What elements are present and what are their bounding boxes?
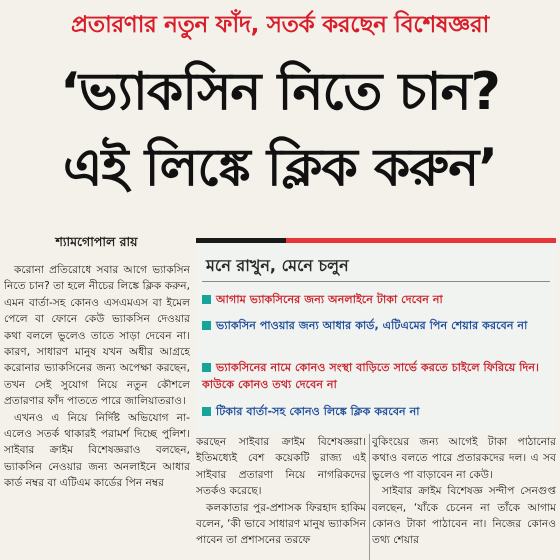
article-column-2 bbox=[196, 434, 366, 560]
kicker-headline: প্রতারণার নতুন ফাঁদ, সতর্ক করছেন বিশেষজ্ঞরা bbox=[70, 11, 490, 38]
tip-text: আগাম ভ্যাকসিনের জন্য অনলাইনে টাকা দেবেন না bbox=[216, 293, 443, 306]
headline-line-1: ‘ভ্যাকসিন নিতে চান? bbox=[60, 62, 500, 122]
square-bullet-icon bbox=[202, 295, 211, 304]
tips-box-title: মনে রাখুন, মেনে চলুন bbox=[206, 256, 349, 275]
tip-text: ভ্যাকসিনের নামে কোনও সংস্থা বাড়িতে সার্ভে করতে চাইলে ফিরিয়ে দিন। কাউকে কোনও তথ্য দেবেন না bbox=[202, 361, 540, 391]
article-column-1 bbox=[4, 262, 190, 560]
tip-item bbox=[202, 317, 546, 334]
tip-item bbox=[202, 359, 546, 393]
paragraph: এখনও এ নিয়ে নির্দিষ্ট অভিযোগ না-এলেও সতর্ক থাকারই পরামর্শ দিচ্ছে পুলিশ। সাইবার ক্রাইম বিশেষজ্ঞরাও বলছেন, ভ্যাকসিন নেওয়ার জন্য অনলাইনে আধার কার্ড নম্বর বা এটিএম কার্ডের পিন নম্বর bbox=[4, 411, 190, 490]
box-accent-bar bbox=[196, 238, 286, 243]
square-bullet-icon bbox=[202, 321, 211, 330]
square-bullet-icon bbox=[202, 407, 211, 416]
byline: শ্যামগোপাল রায় bbox=[55, 234, 138, 249]
tip-item bbox=[202, 291, 546, 308]
paragraph: সাইবার ক্রাইম বিশেষজ্ঞ সন্দীপ সেনগুপ্ত বলছেন, ‘যাঁকে চেনেন না তাঁকে আগাম কোনও টাকা পাঠাবেন না। নিজের কোনও তথ্য শেয়ার bbox=[372, 485, 556, 547]
tip-text: ভ্যাকসিন পাওয়ার জন্য আধার কার্ড, এটিএমের পিন শেয়ার করবেন না bbox=[216, 319, 528, 332]
square-bullet-icon bbox=[202, 363, 211, 372]
main-headline bbox=[0, 54, 560, 206]
paragraph: কলকাতার পুর-প্রশাসক ফিরহাদ হাকিম বলেন, ‘কী ভাবে সাধারণ মানুষ ভ্যাকসিন পাবেন তা প্রশাসনের তরফে bbox=[196, 501, 366, 547]
paragraph: করোনা প্রতিরোধে সবার আগে ভ্যাকসিন নিতে চান? তা হলে নীচের লিঙ্কে ক্লিক করুন, এমন বার্তা-সহ কোনও এসএমএস বা ইমেল পেলে বা ফোনে কেউ ভ্যাকসিন দেওয়ার কথা বললে ভুলেও তাতে সাড়া দেবেন না। কারণ, সাধারণ মানুষ যখন অধীর আগ্রহে করোনার ভ্যাকসিনের জন্য অপেক্ষা করছেন, তখন সেই সুযোগ নিয়ে নতুন কৌশলে প্রতারণার ফাঁদ পাততে পারে জালিয়াতরাও। bbox=[4, 264, 190, 408]
tip-item bbox=[202, 403, 546, 420]
column-divider bbox=[369, 434, 370, 560]
divider bbox=[202, 281, 550, 282]
article-column-3 bbox=[372, 434, 556, 560]
tips-box bbox=[196, 238, 556, 433]
headline-line-2: এই লিঙ্কে ক্লিক করুন’ bbox=[63, 138, 497, 198]
tip-text: টিকার বার্তা-সহ কোনও লিঙ্কে ক্লিক করবেন না bbox=[216, 405, 420, 418]
paragraph: বুকিংয়ের জন্য আগেই টাকা পাঠানোর কথাও বলতে পারে প্রতারকদের দল। এ সব ভুলেও পা বাড়াবেন না কেউ। bbox=[372, 436, 556, 481]
paragraph: করছেন সাইবার ক্রাইম বিশেষজ্ঞরা। ইতিমধ্যেই বেশ কয়েকটি রাজ্য এই সাইবার প্রতারণা নিয়ে নাগরিকদের সতর্কও করেছে। bbox=[196, 436, 366, 498]
